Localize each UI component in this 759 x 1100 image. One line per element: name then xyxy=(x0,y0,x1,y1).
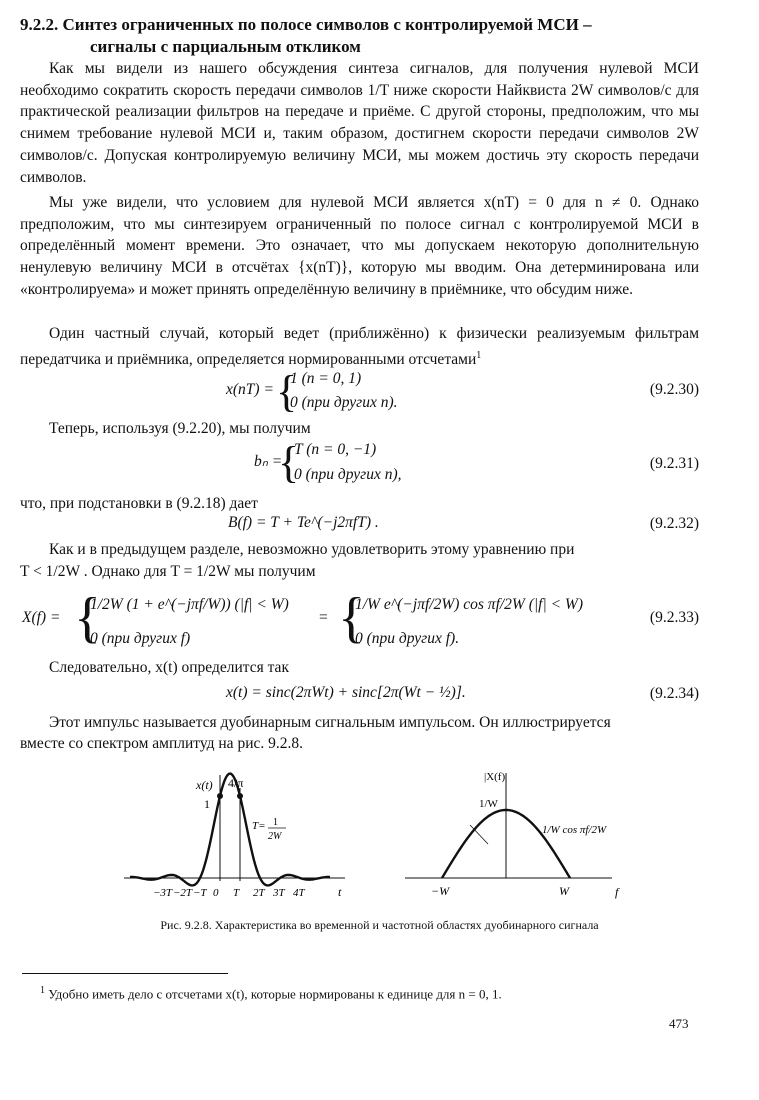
footnote-rule xyxy=(22,973,228,974)
paragraph-1: Как мы видели из нашего обсуждения синтеза сигналов, для получения нулевой МСИ необходимо сократить скорость передачи символов 1/T ниже скорости Найквиста 2W символов/с для практической реализации фильтров на передаче и приёме. С другой стороны, предположим, что мы снимем требование нулевой МСИ и, таким образом, достигнем скорости передачи символов 2W символов/с. Допуская контролируемую величину МСИ, мы можем достичь эту скорость передачи символов. xyxy=(20,60,699,186)
time-domain-plot xyxy=(124,774,345,899)
t-frac-num: 1 xyxy=(273,817,278,828)
footnote-text: Удобно иметь дело с отсчетами x(t), которые нормированы к единице для n = 0, 1. xyxy=(48,986,502,1002)
frequency-domain-plot xyxy=(405,771,620,899)
one-label: 1 xyxy=(204,797,210,811)
equation-number-9-2-33: (9.2.33) xyxy=(649,609,699,626)
heading-line-1: 9.2.2. Синтез ограниченных по полосе символов с контролируемой МСИ – xyxy=(20,15,592,34)
page-number: 473 xyxy=(669,1016,689,1031)
time-tick-label: 2T xyxy=(253,887,265,899)
time-tick-label: −T xyxy=(193,887,207,899)
t-frac-den: 2W xyxy=(268,831,282,842)
sample-point-0 xyxy=(217,793,223,799)
time-axis-label: t xyxy=(338,885,342,899)
line-as-before-2: T < 1/2W . Однако для T = 1/2W мы получим xyxy=(20,563,316,580)
equation-9-2-34: x(t) = sinc(2πWt) + sinc[2π(Wt − ½)]. xyxy=(226,684,466,701)
line-hence: Следовательно, x(t) определится так xyxy=(49,659,289,676)
equation-number-9-2-34: (9.2.34) xyxy=(649,685,699,702)
t-def-label: T= xyxy=(252,820,266,832)
line-which: что, при подстановки в (9.2.18) дает xyxy=(20,495,258,512)
time-y-label: x(t) xyxy=(196,778,213,792)
paragraph-3-text: Один частный случай, который ведет (приближённо) к физически реализуемым фильтрам передатчика и приёмника, определяется нормированными отсчетами xyxy=(20,325,699,368)
time-tick-label: −2T xyxy=(173,887,193,899)
tick-minus-w: −W xyxy=(431,884,450,898)
sample-point-1 xyxy=(237,793,243,799)
heading-line-2: сигналы с парциальным откликом xyxy=(90,37,361,56)
equation-number-9-2-32: (9.2.32) xyxy=(649,515,699,532)
tick-w: W xyxy=(559,884,569,898)
line-then: Теперь, используя (9.2.20), мы получим xyxy=(49,420,311,437)
paragraph-2: Мы уже видели, что условием для нулевой МСИ является x(nT) = 0 для n ≠ 0. Однако предположим, что мы синтезируем ограниченный по полосе сигнал с контролируемой МСИ в определённый момент времени. Это означает, что мы допускаем некоторую дополнительную ненулевую величину МСИ в отсчётах {x(nT)}, которую мы вводим. Она детерминирована или «контролируема» и может принять определённую величину в приёмнике, что обсудим ниже. xyxy=(20,194,699,298)
freq-axis-label: f xyxy=(615,885,619,899)
paragraph-3 xyxy=(20,323,699,371)
footnote xyxy=(40,985,502,1002)
line-as-before: Как и в предыдущем разделе, невозможно удовлетворить этому уравнению при xyxy=(49,541,575,558)
equation-number-9-2-30: (9.2.30) xyxy=(649,381,699,398)
peak-label: 4/π xyxy=(228,776,244,790)
freq-peak-label: 1/W xyxy=(479,798,498,810)
freq-y-label: |X(f)| xyxy=(484,771,508,783)
time-tick-label: −3T xyxy=(153,887,173,899)
equation-9-2-33: X(f) = { 1/2W (1 + e^(−jπf/W)) (|f| < W) 0 (при других f) = { 1/W e^(−jπf/2W) cos πf/2W (|f| < W) 0 (при других f). xyxy=(22,587,583,649)
footnote-ref: 1 xyxy=(476,349,482,361)
equation-9-2-32: B(f) = T + Te^(−j2πfT) . xyxy=(228,514,379,531)
footnote-mark: 1 xyxy=(40,985,45,996)
time-tick-label: T xyxy=(233,887,240,899)
duobinary-pulse-curve xyxy=(130,774,330,886)
figure-caption: Рис. 9.2.8. Характеристика во временной и частотной областях дуобинарного сигнала xyxy=(160,918,599,932)
line-impulse-1: Этот импульс называется дуобинарным сигнальным импульсом. Он иллюстрируется xyxy=(49,714,611,731)
time-tick-label: 0 xyxy=(213,887,219,899)
equation-number-9-2-31: (9.2.31) xyxy=(649,455,699,472)
section-heading xyxy=(20,14,740,58)
time-tick-label: 4T xyxy=(293,887,305,899)
time-tick-label: 3T xyxy=(273,887,285,899)
line-impulse-2: вместе со спектром амплитуд на рис. 9.2.8. xyxy=(20,735,303,752)
figure-9-2-8 xyxy=(0,765,759,910)
curve-label: 1/W cos πf/2W xyxy=(542,824,607,836)
